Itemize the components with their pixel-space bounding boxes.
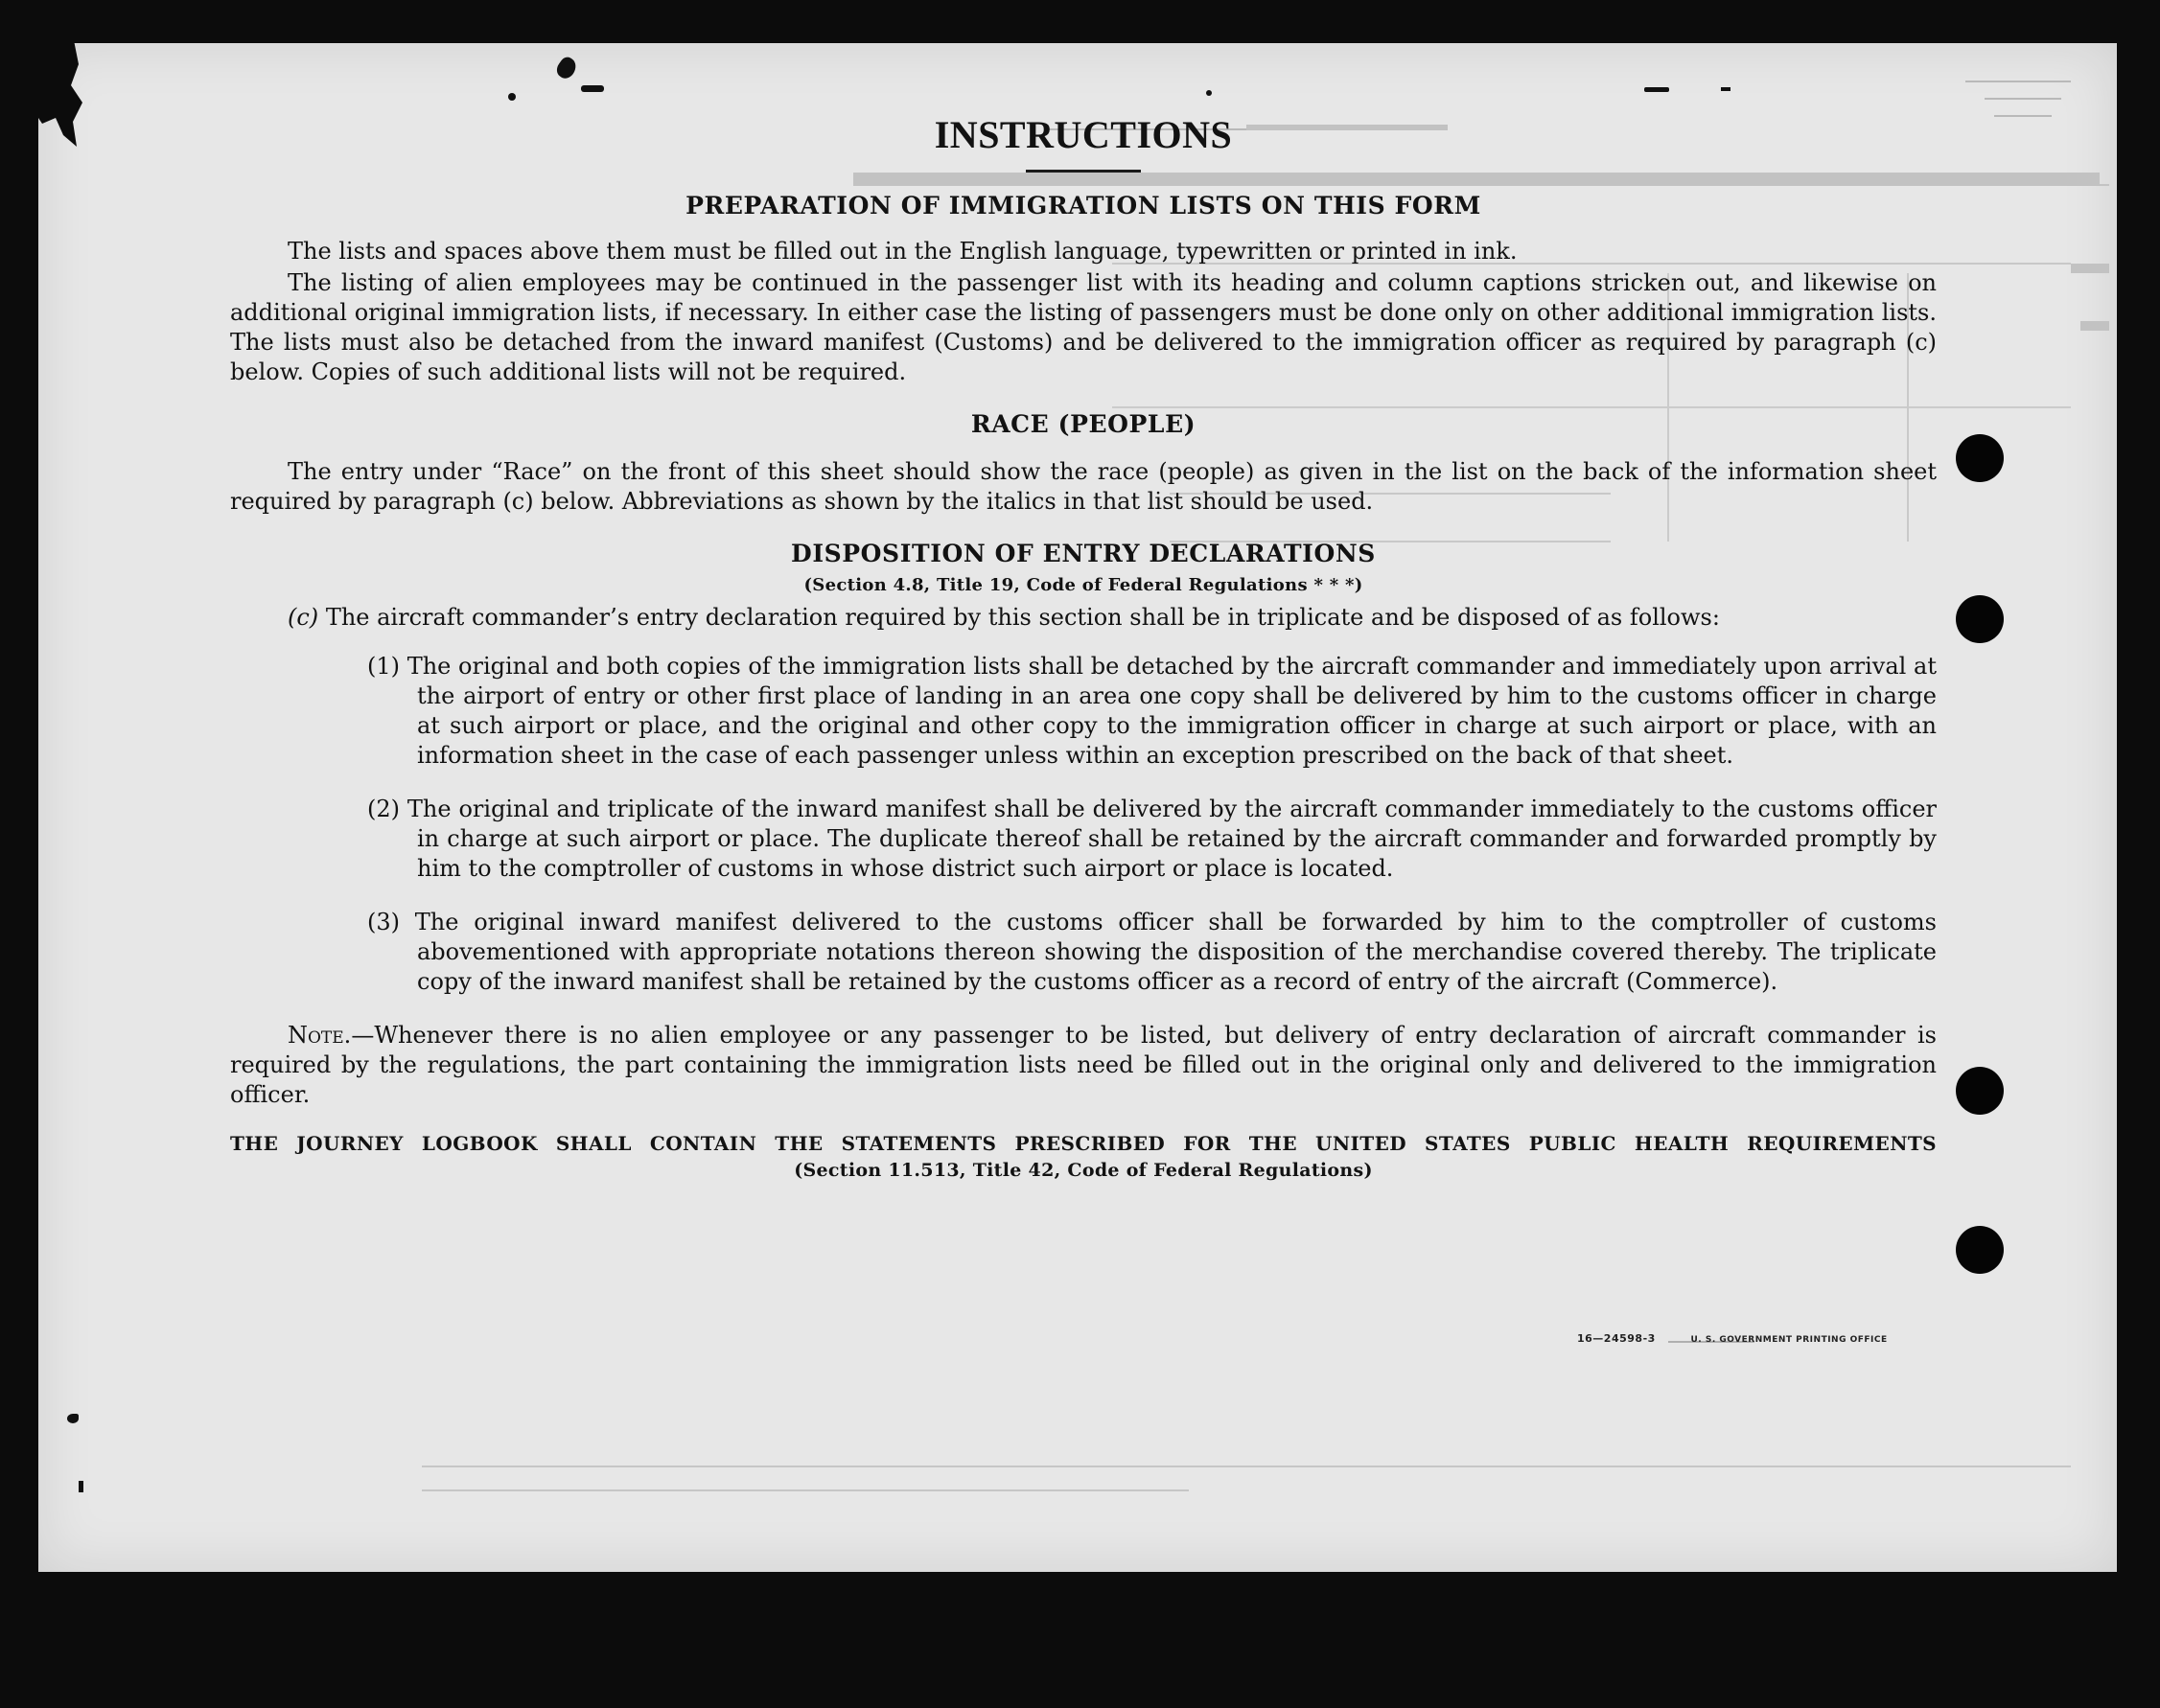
paragraph: The entry under “Race” on the front of this sheet should show the race (people) as given in the list on the back of the information sheet required by paragraph (c) below. Abbreviations as shown by the italics in that list should be used. [230, 458, 1937, 515]
punch-hole [1956, 434, 2004, 482]
note-text: —Whenever there is no alien employee or any passenger to be listed, but delivery of entry declaration of aircraft commander is required by the regulations, the part containing the immigration lists need be filled out in the original only and delivered to the immigration officer. [230, 1022, 1937, 1108]
list-item: (3) The original inward manifest delivered to the customs officer shall be forwarded by him to the comptroller of customs abovementioned with appropriate notations thereon showing the disposition of the merchandise covered thereby. The triplicate copy of the inward manifest shall be retained by the customs officer as a record of entry of the aircraft (Commerce). [367, 909, 1937, 995]
paragraph-marker: (c) [288, 604, 319, 631]
list-item: (1) The original and both copies of the immigration lists shall be detached by the aircraft commander and immediately upon arrival at the airport of entry or other first place of landing in an area one copy shall be delivered by him to the customs officer in charge at such airport or place, and the original and other copy to the immigration officer in charge at such airport or place, with an information sheet in the case of each passenger unless within an exception prescribed on the back of that sheet. [367, 653, 1937, 769]
section-heading-preparation: PREPARATION OF IMMIGRATION LISTS ON THIS FORM [685, 192, 1481, 219]
paragraph: The listing of alien employees may be continued in the passenger list with its heading and column captions stricken out, and likewise on additional original immigration lists, if necessary. In either case the listing of passengers must be done only on other additional immigration lists. The lists must also be detached from the inward manifest (Customs) and be delivered to the immigration officer as required by paragraph (c) below. Copies of such additional lists will not be required. [230, 269, 1937, 385]
footer-citation: (Section 11.513, Title 42, Code of Federal Regulations) [794, 1160, 1373, 1181]
ink-speck [1644, 87, 1669, 92]
title-rule [1026, 170, 1141, 173]
paragraph-c [230, 603, 1937, 633]
punch-hole [1956, 1067, 2004, 1115]
ink-speck [581, 85, 604, 92]
instructions-content [230, 110, 1937, 1181]
ink-speck [1206, 90, 1212, 96]
paragraph: The lists and spaces above them must be filled out in the English language, typewritten or printed in ink. [288, 238, 1518, 265]
section-citation: (Section 4.8, Title 19, Code of Federal Regulations * * *) [803, 575, 1363, 595]
ink-speck [67, 1414, 79, 1423]
list-item: (2) The original and triplicate of the inward manifest shall be delivered by the aircraft commander immediately to the customs officer in charge at such airport or place. The duplicate thereof shall be retained by the aircraft commander and forwarded promptly by him to the comptroller of customs in whose district such airport or place is located. [367, 796, 1937, 882]
punch-hole [1956, 595, 2004, 643]
page-title: INSTRUCTIONS [934, 113, 1233, 156]
form-number: 16—24598-3 [1577, 1332, 1656, 1345]
section-heading-disposition: DISPOSITION OF ENTRY DECLARATIONS [791, 540, 1376, 567]
note-paragraph [230, 1021, 1937, 1110]
footer-statement: THE JOURNEY LOGBOOK SHALL CONTAIN THE STATEMENTS PRESCRIBED FOR THE UNITED STATES PUBLIC HEALTH REQUIREMENTS [230, 1132, 1937, 1155]
ink-speck [553, 55, 579, 81]
punch-hole [1956, 1226, 2004, 1274]
torn-corner-mark [35, 35, 92, 150]
ink-speck [79, 1481, 83, 1492]
printer-imprint [1577, 1332, 1888, 1345]
printing-office: U. S. GOVERNMENT PRINTING OFFICE [1690, 1335, 1888, 1345]
ink-speck [1721, 87, 1730, 91]
section-heading-race: RACE (PEOPLE) [970, 410, 1196, 438]
ink-speck [508, 93, 516, 101]
paper-sheet [38, 43, 2117, 1572]
paragraph-c-text: The aircraft commander’s entry declaration required by this section shall be in triplicate and be disposed of as follows: [325, 604, 1720, 631]
note-label: Note. [288, 1022, 352, 1049]
